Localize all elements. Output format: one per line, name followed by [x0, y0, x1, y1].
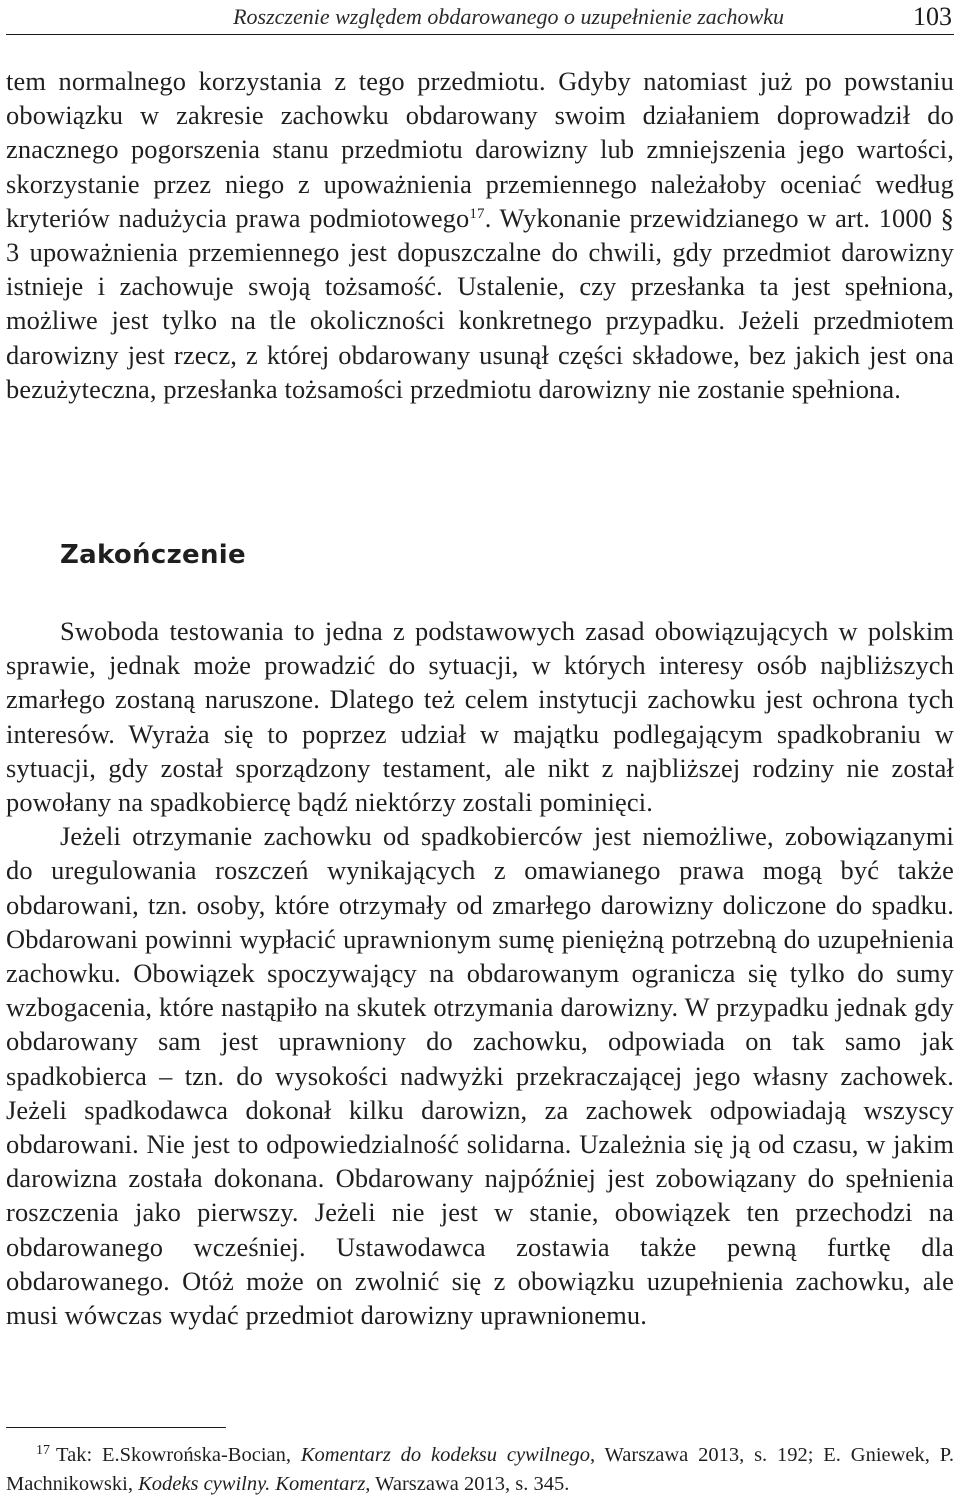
footnote-divider [6, 1427, 226, 1428]
body-paragraph: Jeżeli otrzymanie zachowku od spadkobierców jest niemożliwe, zobowiązanymi do uregulowania roszczeń wynikających z omawianego prawa mogą być także obdarowani, tzn. osoby, które otrzymały od zmarłego darowizny doliczone do spadku. Obdarowani powinni wypłacić uprawnionym sumę pieniężną potrzebną do uzupełnienia zachowku. Obowiązek spoczywający na obdarowanym ogranicza się tylko do sumy wzbogacenia, które nastąpiło na skutek otrzymania darowizny. W przypadku jednak gdy obdarowany sam jest uprawniony do zachowku, odpowiada on tak samo jak spadkobierca – tzn. do wysokości nadwyżki przekraczającej jego własny zachowek. Jeżeli spadkodawca dokonał kilku darowizn, za zachowek odpowiadają wszyscy obdarowani. Nie jest to odpowiedzialność solidarna. Uzależnia się ją od czasu, w jakim darowizna została dokonana. Obdarowany najpóźniej jest zobowiązany do spełnienia roszczenia jako pierwszy. Jeżeli nie jest w stanie, obowiązek ten przechodzi na obdarowanego wcześniej. Ustawodawca zostawia także pewną furtkę dla obdarowanego. Otóż może on zwolnić się z obowiązku uzupełnienia zachowku, ale musi wówczas wydać przedmiot darowizny uprawnionemu. [6, 821, 954, 1331]
page-number: 103 [913, 2, 952, 31]
body-paragraph: Swoboda testowania to jedna z podstawowych zasad obowiązujących w polskim sprawie, jednak może prowadzić do sytuacji, w których interesy osób najbliższych zmarłego zostaną naruszone. Dlatego też celem instytucji zachowku jest ochrona tych interesów. Wyraża się to poprzez udział w majątku podlegającym spadkobraniu w sytuacji, gdy został sporządzony testament, ale nikt z najbliższej rodziny nie został powołany na spadkobiercę bądź niektórzy zostali pominięci. [6, 616, 954, 818]
footnote-title: Kodeks cywilny. Komentarz [138, 1473, 366, 1495]
section-text-block [6, 614, 954, 1332]
body-paragraph [6, 64, 954, 406]
footnote-text: , Warszawa 2013, s. 345. [365, 1473, 570, 1495]
footnote-reference[interactable]: 17 [469, 205, 485, 222]
footnote-text: , Warszawa 2013, s. 192; E. Gniewek, P. Machnikowski, [6, 1444, 954, 1495]
footnote-title: Komentarz do kodeksu cywilnego [300, 1444, 590, 1466]
paragraph-text: . Wykonanie przewidzianego w art. 1000 § 3 upoważnienia przemiennego jest dopuszczalne do chwili, gdy przedmiot darowizny istnieje i zachowuje swoją tożsamość. Ustalenie, czy przesłanka ta jest spełniona, możliwe jest tylko na tle okoliczności konkretnego przypadku. Jeżeli przedmiotem darowizny jest rzecz, z której obdarowany usunął części składowe, bez jakich jest ona bezużyteczna, przesłanka tożsamości przedmiotu darowizny nie zostanie spełniona. [6, 202, 954, 404]
running-title: Roszczenie względem obdarowanego o uzupełnienie zachowku [233, 4, 784, 29]
top-text-block [6, 64, 954, 406]
section-heading: Zakończenie [60, 540, 246, 570]
paragraph-text: tem normalnego korzystania z tego przedmiotu. Gdyby natomiast już po powstaniu obowiązku w zakresie zachowku obdarowany swoim działaniem doprowadził do znacznego pogorszenia stanu przedmiotu darowizny lub zmniejszenia jego wartości, skorzystanie przez niego z upoważnienia przemiennego należałoby oceniać według kryteriów nadużycia prawa podmiotowego [6, 66, 954, 233]
footnote-text: Tak: E.Skowrońska-Bocian, [56, 1444, 301, 1466]
footnote [6, 1436, 954, 1499]
running-header [6, 0, 954, 35]
footnote-number: 17 [36, 1443, 50, 1458]
